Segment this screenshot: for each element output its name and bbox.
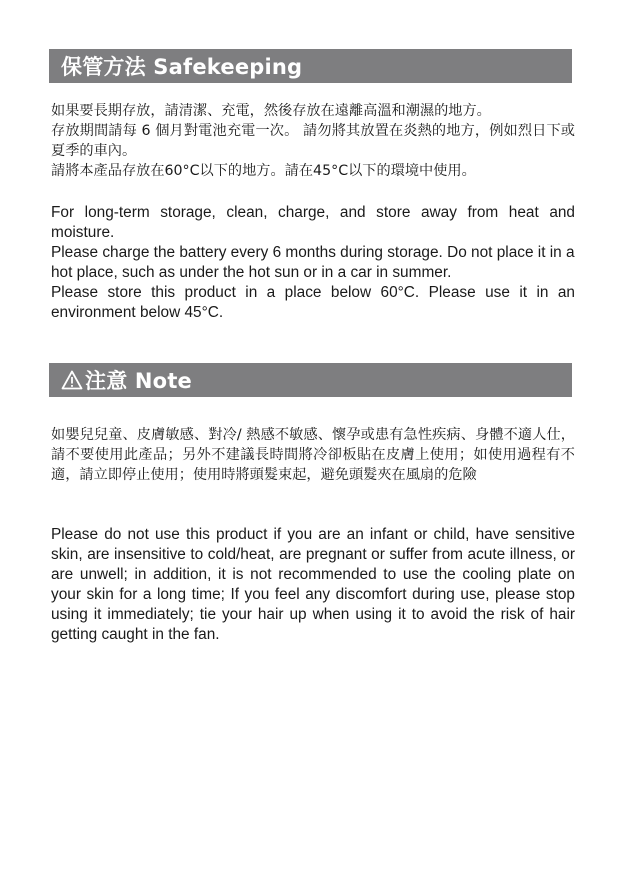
safekeeping-en-text (51, 203, 575, 323)
safekeeping-en-line-2: Please charge the battery every 6 months during storage. Do not place it in a hot place, such as under the hot sun or in a car in summer. (51, 244, 575, 281)
safekeeping-en-line-3: Please store this product in a place below 60°C. Please use it in an environment below 45°C. (51, 284, 575, 321)
note-header (49, 363, 572, 397)
safekeeping-zh-line-3: 請將本產品存放在60°C以下的地方。請在45°C以下的環境中使用。 (51, 163, 476, 179)
safekeeping-title: 保管方法 Safekeeping (61, 55, 303, 79)
safekeeping-zh-line-1: 如果要長期存放，請清潔、充電，然後存放在遠離高溫和潮濕的地方。 (51, 103, 491, 119)
note-title: 注意 Note (85, 369, 192, 393)
warning-triangle-icon (61, 370, 83, 390)
safekeeping-zh-text (51, 101, 575, 181)
safekeeping-header (49, 49, 572, 83)
note-en-text: Please do not use this product if you are an infant or child, have sensitive skin, are insensitive to cold/heat, are pregnant or suffer from acute illness, or are unwell; in addition, it is not recommended to use the cooling plate on your skin for a long time; If you feel any discomfort during use, please stop using it immediately; tie your hair up when using it to avoid the risk of hair getting caught in the fan. (51, 526, 575, 643)
safekeeping-zh-line-2: 存放期間請每 6 個月對電池充電一次。 請勿將其放置在炎熱的地方，例如烈日下或夏季的車內。 (51, 123, 575, 159)
note-zh-text: 如嬰兒兒童、皮膚敏感、對冷/ 熱感不敏感、懷孕或患有急性疾病、身體不適人仕，請不要使用此產品；另外不建議長時間將冷卻板貼在皮膚上使用；如使用過程有不適，請立即停止使用；使用時將頭髮束起，避免頭髮夾在風扇的危險 (51, 427, 575, 483)
safekeeping-en-line-1: For long-term storage, clean, charge, and store away from heat and moisture. (51, 204, 575, 241)
